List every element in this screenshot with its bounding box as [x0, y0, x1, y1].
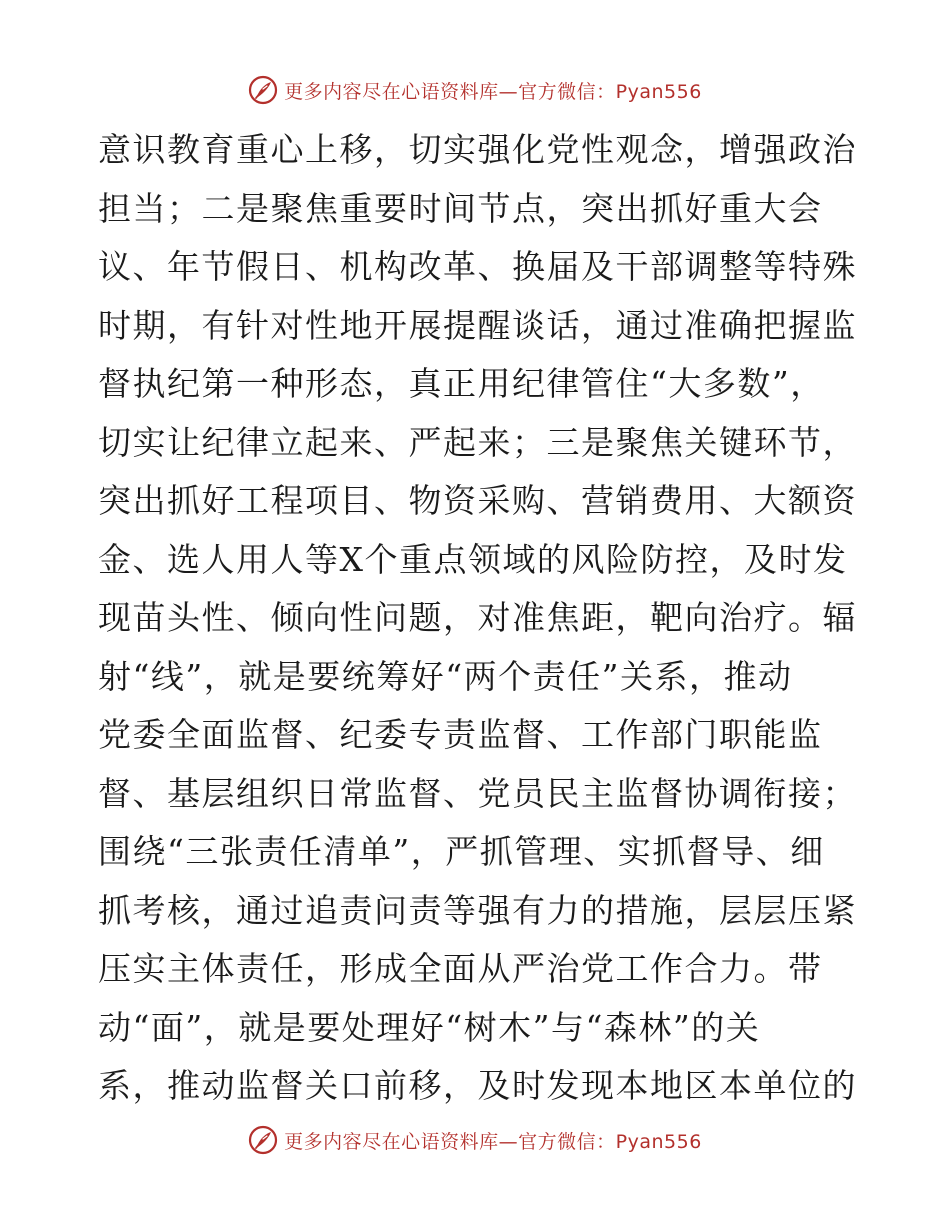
text-line: 动“面”，就是要处理好“树木”与“森林”的关 [98, 1007, 761, 1047]
banner-text [284, 1127, 702, 1154]
text-line: 切实让纪律立起来、严起来；三是聚焦关键环节， [98, 422, 857, 462]
feather-pen-seal-icon [248, 1125, 278, 1155]
text-line: 督、基层组织日常监督、党员民主监督协调衔接； [98, 773, 857, 813]
banner-text [284, 77, 702, 104]
text-line: 时期，有针对性地开展提醒谈话，通过准确把握监 [98, 305, 857, 345]
text-line: 担当；二是聚焦重要时间节点，突出抓好重大会 [98, 188, 823, 228]
document-body [98, 121, 858, 1116]
text-line: 督执纪第一种形态，真正用纪律管住“大多数”， [98, 364, 825, 403]
text-line: 射“线”，就是要统筹好“两个责任”关系，推动 [98, 656, 793, 696]
wechat-handle: Pyan556 [615, 1130, 702, 1153]
text-line: 党委全面监督、纪委专责监督、工作部门职能监 [98, 715, 823, 754]
text-line: 压实主体责任，形成全面从严治党工作合力。带 [98, 949, 823, 988]
footer-watermark-banner [0, 1120, 950, 1160]
banner-label: 更多内容尽在心语资料库—官方微信： [284, 80, 616, 103]
wechat-handle: Pyan556 [615, 80, 702, 103]
text-line: 意识教育重心上移，切实强化党性观念，增强政治 [98, 130, 857, 169]
text-line: 现苗头性、倾向性问题，对准焦距，靶向治疗。辐 [98, 598, 857, 637]
text-line: 系，推动监督关口前移，及时发现本地区本单位的 [98, 1066, 857, 1105]
text-line: 议、年节假日、机构改革、换届及干部调整等特殊 [98, 247, 857, 286]
feather-pen-seal-icon [248, 75, 278, 105]
text-line: 金、选人用人等X个重点领域的风险防控，及时发 [98, 539, 848, 579]
text-line: 抓考核，通过追责问责等强有力的措施，层层压紧 [98, 890, 857, 930]
header-watermark-banner [0, 70, 950, 110]
text-line: 突出抓好工程项目、物资采购、营销费用、大额资 [98, 481, 857, 520]
text-line: 围绕“三张责任清单”，严抓管理、实抓督导、细 [98, 832, 825, 871]
banner-label: 更多内容尽在心语资料库—官方微信： [284, 1130, 616, 1153]
